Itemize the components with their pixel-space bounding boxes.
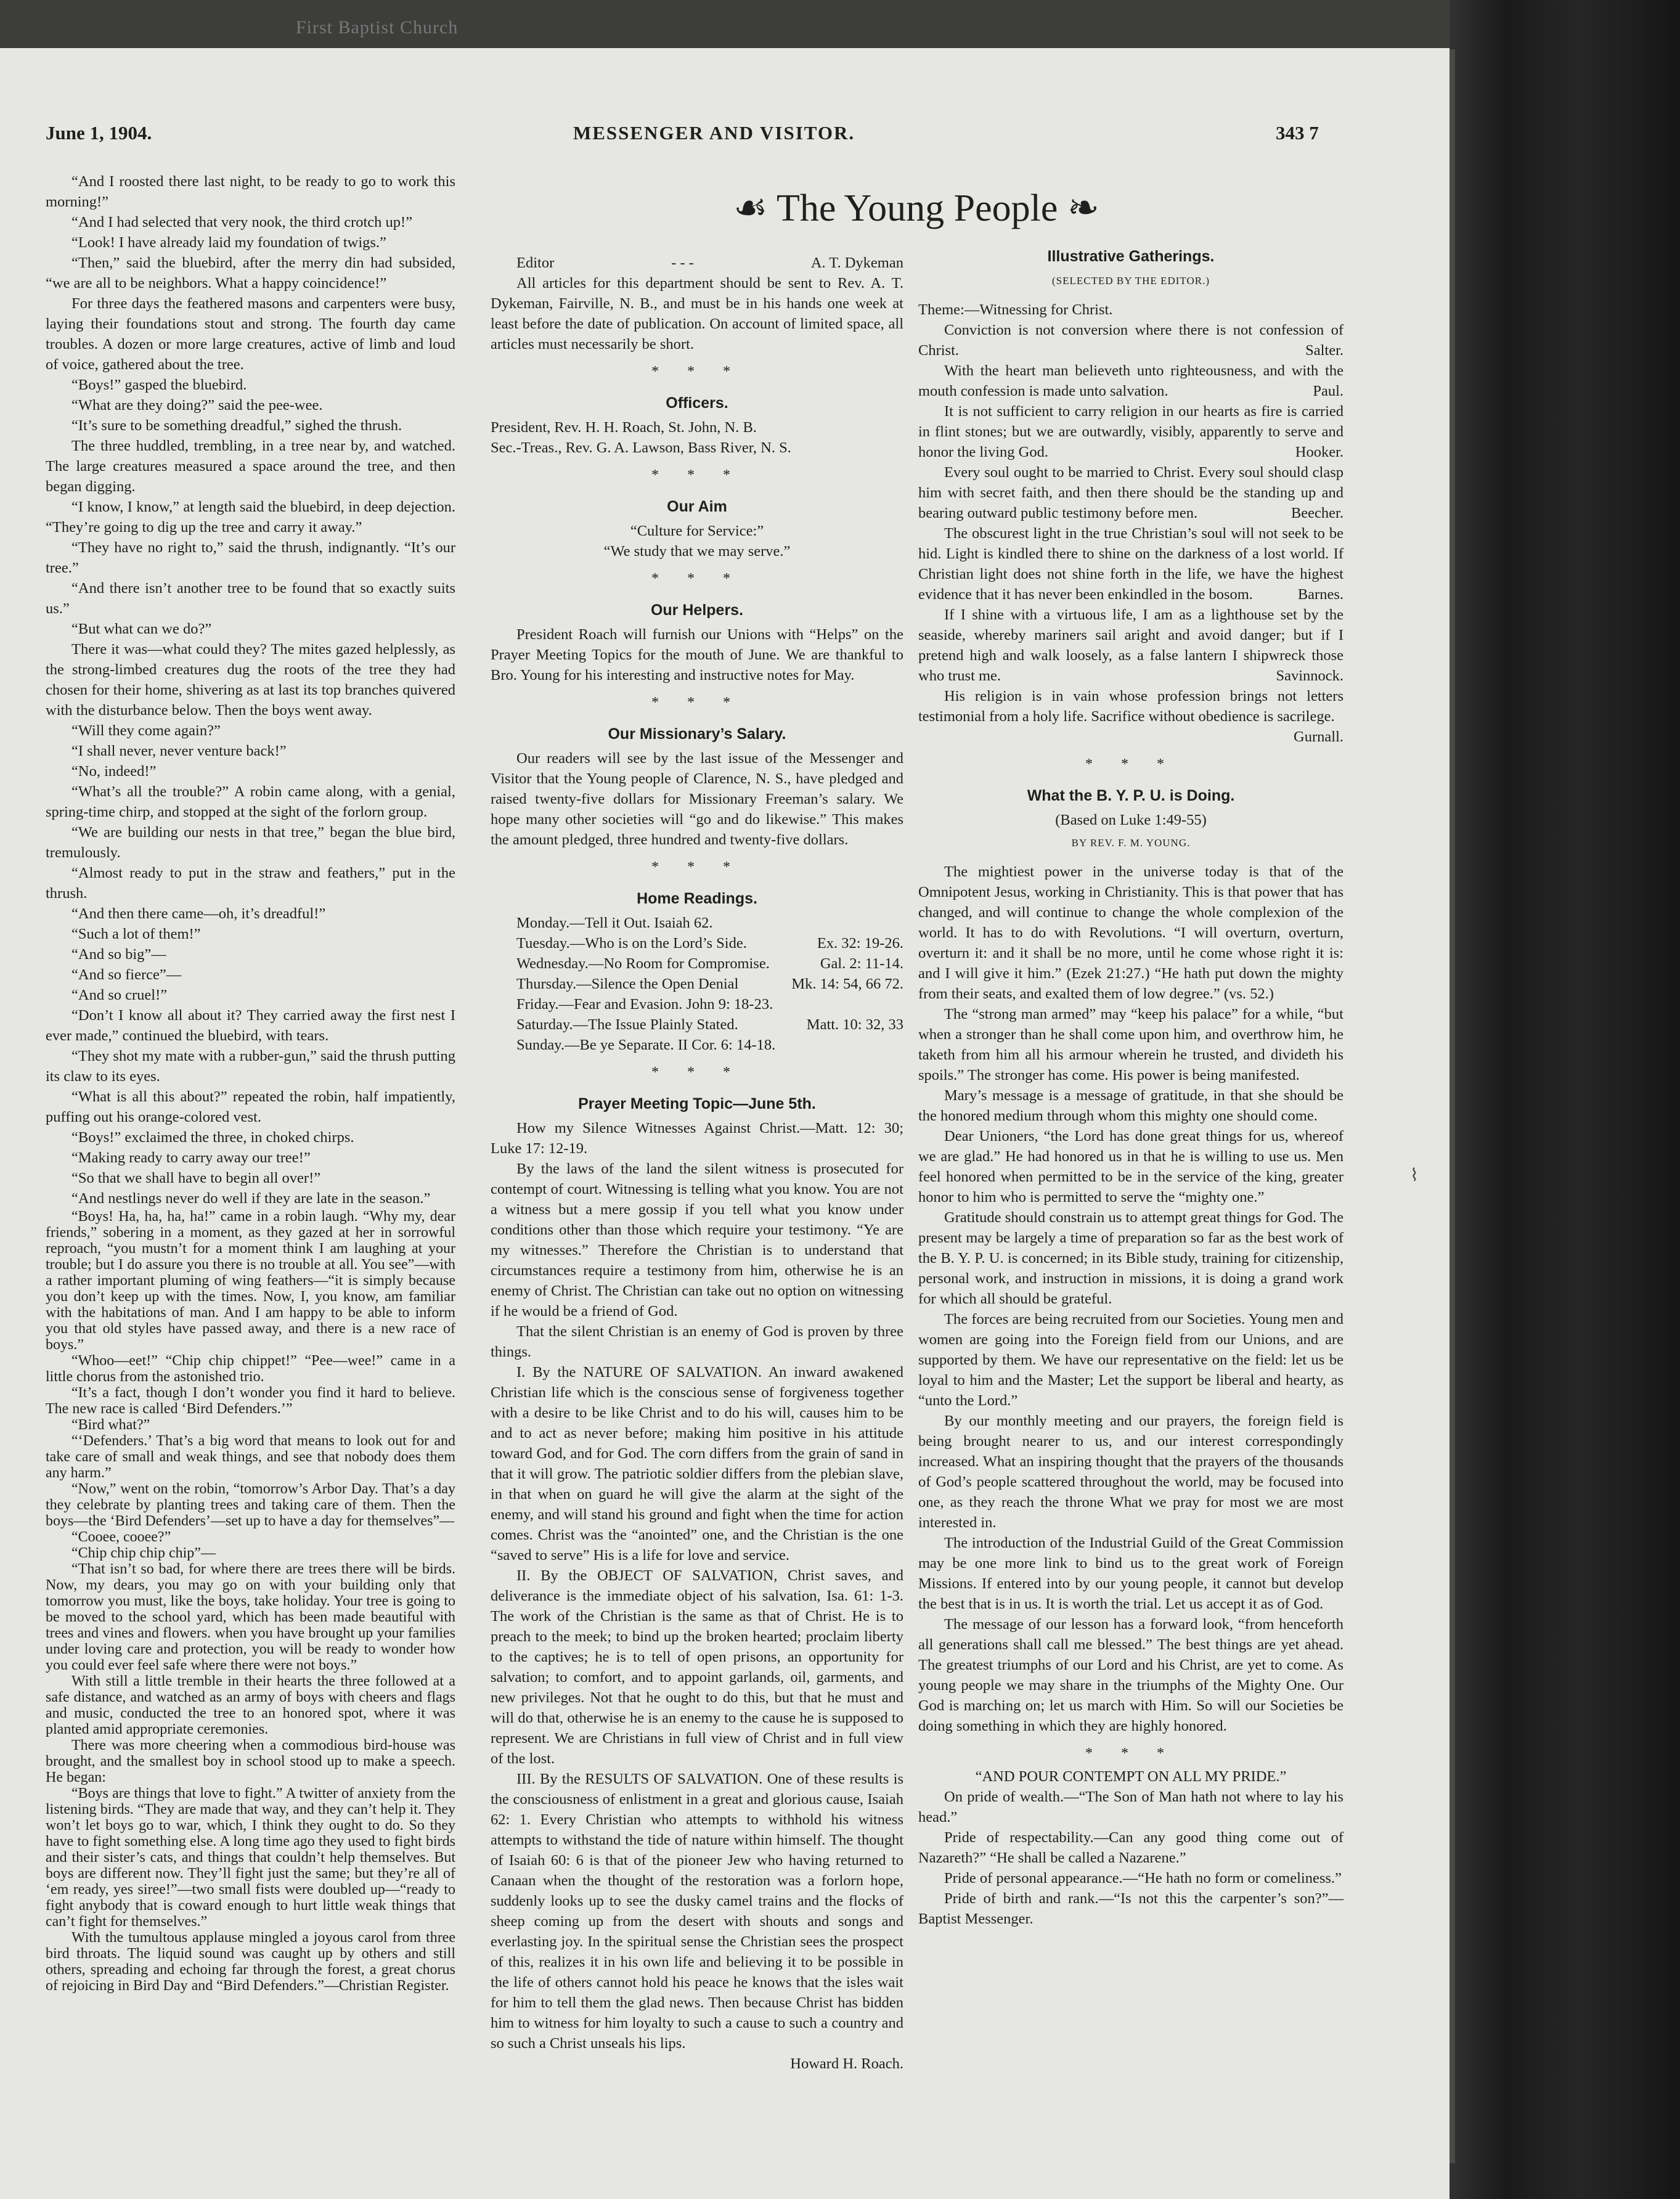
paragraph: “Almost ready to put in the straw and feathers,” put in the thrush. <box>46 865 455 902</box>
story-paragraphs <box>46 171 455 1209</box>
quote-text: If I shine with a virtuous life, I am as a lighthouse set by the seaside, whereby mariners sail aright and avoid danger; but if I pretend high and walk loosely, as a false lantern I shipwreck those who trust me. <box>918 606 1344 684</box>
scan-top-strip <box>0 0 1450 48</box>
officers-heading: Officers. <box>666 394 728 412</box>
page-number: 343 7 <box>1276 122 1319 144</box>
quote-author: Hooker. <box>1295 444 1344 460</box>
byu-byline: BY REV. F. M. YOUNG. <box>1071 837 1191 849</box>
helpers-heading: Our Helpers. <box>650 602 744 619</box>
reading-text: Sunday.—Be ye Separate. II Cor. 6: 14-18. <box>516 1037 776 1053</box>
paragraph: By our monthly meeting and our prayers, the foreign field is being brought nearer to us, and our interest correspondingly increased. What an inspiring thought that the prayers of the thousands of God’s people scattered throughout the world, may be focused into one, as they reach the throne What we pray for most we are most interested in. <box>918 1413 1344 1531</box>
byu-based-on: (Based on Luke 1:49-55) <box>1055 812 1207 828</box>
editor-label: Editor <box>516 255 555 271</box>
reading-reference: Mk. 14: 54, 66 72. <box>791 976 903 992</box>
reading-row <box>491 953 903 974</box>
paragraph: III. By the RESULTS OF SALVATION. One of these results is the consciousness of enlistment in a great and glorious cause, Isaiah 62: 1. Every Christian who attempts to withhold his witness attempts to withstand the tide of nature within himself. The thought of Isaiah 60: 6 is that of the pioneer Jew who having returned to Canaan when the thought of the restoration was a forlorn hope, suddenly looks up to see the dusky camel trains and the flocks of sheep coming up from the desert with shouts and songs and everlasting joy. In the spiritual sense the Christian sees the prospect of this, realizes it in his own life and believing it to be possible in the life of others cannot hold his peace he knows that the isles wait for him to tell them the glad news. Then because Christ has bidden him to witness for him loyalty to such a cause to such a country and so such a Christ unseals his lips. <box>491 1771 903 2052</box>
paragraph: “And so fierce”— <box>71 966 182 983</box>
byu-paragraphs <box>918 862 1344 1736</box>
margin-mark: ⌇ <box>1410 1166 1419 1185</box>
paragraph: “Making ready to carry away our tree!” <box>71 1149 311 1166</box>
pride-heading: “AND POUR CONTEMPT ON ALL MY PRIDE.” <box>975 1768 1287 1785</box>
paragraph: “They have no right to,” said the thrush, indignantly. “It’s our tree.” <box>46 539 455 576</box>
paragraph: “And so big”— <box>71 946 166 963</box>
paragraph: “I know, I know,” at length said the bluebird, in deep dejection. “They’re going to dig up the tree and carry it away.” <box>46 499 455 536</box>
library-stamp: First Baptist Church <box>296 17 459 38</box>
separator-stars: * * * <box>651 695 743 711</box>
separator-stars: * * * <box>651 364 743 380</box>
paragraph: “Boys are things that love to fight.” A twitter of anxiety from the listening birds. “They are made that way, and they can’t help it. They won’t let boys go to war, which, I think they ought to do. So they have to fight something else. A long time ago they used to fight birds and their sister’s cats, and things that couldn’t help themselves. But boys are different now. They’ll fight just the same; but they’re all of ‘em ready, yes siree!”—two small fists were doubled up—“ready to fight anybody that is coward enough to hurt little weak things that can’t fight for themselves.” <box>46 1785 455 1930</box>
paragraph: The introduction of the Industrial Guild of the Great Commission may be one more link to bind us to the great work of Foreign Missions. If entered into by our young people, it cannot but develop the best that is in us. It is worth the trial. Let us accept it as of God. <box>918 1535 1344 1612</box>
issue-date: June 1, 1904. <box>46 122 152 144</box>
paragraph: The message of our lesson has a forward look, “from henceforth all generations shall call me blessed.” The best things are yet ahead. The greatest triumphs of our Lord and his Christ, are yet to come. As young people we may share in the triumphs of the Mighty One. Our God is marching on; let us march with Him. So will our Societies be doing something in which they are highly honored. <box>918 1616 1344 1734</box>
gatherings-subtitle: (SELECTED BY THE EDITOR.) <box>1051 275 1210 287</box>
reading-text: Friday.—Fear and Evasion. John 9: 18-23. <box>516 996 773 1013</box>
quote-text: His religion is in vain whose profession brings not letters testimonial from a holy life. Sacrifice without obedience is sacrilege. <box>918 688 1344 725</box>
officer-secretary: Sec.-Treas., Rev. G. A. Lawson, Bass River, N. S. <box>491 439 791 456</box>
quote-text: Every soul ought to be married to Christ. Every soul should clasp him with secret faith, and then there should be the standing up and bearing outward public testimony before men. <box>918 464 1344 521</box>
helpers-paragraph: President Roach will furnish our Unions with “Helps” on the Prayer Meeting Topics for the mouth of June. We are thankful to Bro. Young for his interesting and instructive notes for May. <box>491 626 903 683</box>
paragraph: “Cooee, cooee?” <box>71 1529 171 1545</box>
reading-row <box>491 1014 903 1035</box>
paragraph: “Will they come again?” <box>71 722 221 739</box>
quote-author: Paul. <box>1313 383 1344 399</box>
quote-author: Gurnall. <box>1294 728 1344 745</box>
quote-paragraph <box>918 462 1344 523</box>
reading-reference: Matt. 10: 32, 33 <box>806 1016 903 1033</box>
separator-stars: * * * <box>651 467 743 483</box>
paragraph: On pride of wealth.—“The Son of Man hath not where to lay his head.” <box>918 1789 1344 1826</box>
paragraph: “It’s sure to be something dreadful,” sighed the thrush. <box>71 417 402 434</box>
reading-row <box>491 994 903 1014</box>
page-edge-shadow <box>1449 49 1455 2163</box>
paragraph: Pride of birth and rank.—“Is not this the carpenter’s son?”—Baptist Messenger. <box>918 1890 1344 1927</box>
reading-row <box>491 1035 903 1055</box>
paragraph: “But what can we do?” <box>71 621 212 637</box>
editor-line <box>491 253 903 273</box>
intro-paragraph: All articles for this department should be sent to Rev. A. T. Dykeman, Fairville, N. B., and must be in his hands one week at least before the date of publication. On account of limited space, all articles must necessarily be short. <box>491 275 903 353</box>
topic-heading: Prayer Meeting Topic—June 5th. <box>578 1095 816 1112</box>
paragraph: “They shot my mate with a rubber-gun,” said the thrush putting its claw to its eyes. <box>46 1048 455 1085</box>
paragraph: “And nestlings never do well if they are late in the season.” <box>71 1190 431 1207</box>
quote-text: It is not sufficient to carry religion in our hearts as fire is carried in flint stones; but we are outwardly, visibly, apparently to serve and honor the living God. <box>918 403 1344 460</box>
quote-paragraph <box>918 401 1344 462</box>
reading-row <box>491 933 903 953</box>
gatherings-heading: Illustrative Gatherings. <box>1047 248 1215 265</box>
quote-author: Beecher. <box>1291 505 1344 521</box>
readings-heading: Home Readings. <box>637 890 757 907</box>
aim-line: “Culture for Service:” <box>630 523 764 539</box>
reading-reference: Gal. 2: 11-14. <box>820 955 903 972</box>
quote-paragraph <box>918 605 1344 686</box>
separator-stars: * * * <box>651 1064 743 1080</box>
separator-stars: * * * <box>1085 756 1176 772</box>
separator-stars: * * * <box>1085 1745 1176 1761</box>
quote-paragraph <box>918 686 1344 745</box>
paragraph: “And I roosted there last night, to be ready to go to work this morning!” <box>46 173 455 210</box>
paragraph: That the silent Christian is an enemy of God is proven by three things. <box>491 1323 903 1360</box>
salary-heading: Our Missionary’s Salary. <box>608 725 786 743</box>
separator-stars: * * * <box>651 859 743 875</box>
paragraph: Dear Unioners, “the Lord has done great things for us, whereof we are glad.” He had honored us in that he is willing to use us. Men feel honored when permitted to be in the service of the king, greater honor to him who is permitted to serve the “mighty one.” <box>918 1128 1344 1206</box>
paragraph: Gratitude should constrain us to attempt great things for God. The present may be largely a time of preparation so far as the best work of the B. Y. P. U. is concerned; in its Bible study, training for citizenship, personal work, and instruction in missions, it is doing a grand work for which all should be grateful. <box>918 1209 1344 1307</box>
paragraph: “‘Defenders.’ That’s a big word that means to look out for and take care of small and weak things, and see that nobody does them any harm.” <box>46 1433 455 1481</box>
paragraph: II. By the OBJECT OF SALVATION, Christ saves, and deliverance is the immediate object of his salvation, Isa. 61: 1-3. The work of the Christian is the same as that of Christ. He is to preach to the meek; to bind up the broken hearted; proclaim liberty to the captives; he is to tell of open prisons, an opportunity for salvation; to comfort, and to appoint garlands, oil, garments, and new privileges. Not that he ought to do this, but that he must and will do that, otherwise he is an enemy to the cause he is supposed to represent. We are Christians in full view of Christ and in full view of the lost. <box>491 1567 903 1767</box>
paragraph: “No, indeed!” <box>71 763 157 780</box>
paragraph: “That isn’t so bad, for where there are trees there will be birds. Now, my dears, you may go on with your building only that tomorrow you must, like the boys, take holiday. Your tree is going to be moved to the school yard, which has been made beautiful with trees and vines and flowers. when you have brought up your families under loving care and protection, you will be ready to wonder how you could ever feel safe where there were not boys.” <box>46 1561 455 1673</box>
quotes-list <box>918 320 1344 747</box>
paragraph: “Chip chip chip chip”— <box>71 1545 216 1561</box>
salary-paragraph: Our readers will see by the last issue of the Messenger and Visitor that the Young people of Clarence, N. S., have pledged and raised twenty-five dollars for Missionary Freeman’s salary. We hope many other societies will “go and do likewise.” This makes the amount pledged, three hundred and twenty-five dollars. <box>491 750 903 848</box>
paragraph: The mightiest power in the universe today is that of the Omnipotent Jesus, working in Christianity. This is that power that has changed, and will continue to change the whole complexion of the world. It has to do with Revolutions. “I will overturn, overturn, overturn it: and it shall be no more, until he come whose right it is: and I will give it him.” (Ezek 21:27.) “He hath put down the mighty from their seats, and exalted them of low degree.” (vs. 52.) <box>918 863 1344 1002</box>
paragraph: “Boys!” exclaimed the three, in choked chirps. <box>71 1129 354 1146</box>
paragraph: “Look! I have already laid my foundation of twigs.” <box>71 234 386 251</box>
paragraph: “And so cruel!” <box>71 987 168 1003</box>
paragraph: There was more cheering when a commodious bird-house was brought, and the smallest boy in school stood up to make a speech. He began: <box>46 1737 455 1785</box>
paragraph: “And I had selected that very nook, the third crotch up!” <box>71 214 413 231</box>
section-title <box>733 185 1099 231</box>
paragraph: “We are building our nests in that tree,” began the blue bird, tremulously. <box>46 824 455 861</box>
reading-text: Wednesday.—No Room for Compromise. <box>516 955 770 972</box>
paragraph: “And then there came—oh, it’s dreadful!” <box>71 905 326 922</box>
paragraph: Pride of respectability.—Can any good thing come out of Nazareth?” “He shall be called a Nazarene.” <box>918 1829 1344 1866</box>
section-title-text: The Young People <box>776 187 1058 229</box>
paragraph: By the laws of the land the silent witness is prosecuted for contempt of court. Witnessing is telling what you know. You are not a witness but a mere gossip if you tell what you know under conditions other than those which require your testimony. “Ye are my witnesses.” Therefore the Christian is to understand that circumstances require a testimony from him, otherwise he is an enemy of Christ. The Christian can take out no option on witnessing if he would be a friend of God. <box>491 1161 903 1320</box>
paragraph: There it was—what could they? The mites gazed helplessly, as the strong-limbed creatures dug the roots of the tree they had chosen for their home, shivering as at last its top branches quivered with the disturbance below. Then the boys went away. <box>46 641 455 719</box>
paragraph: “What are they doing?” said the pee-wee. <box>71 397 323 414</box>
quote-text: The obscurest light in the true Christian’s soul will not seek to be hid. Light is kindled there to shine on the darkness of a lost world. If Christian light does not shine forth in the life, we have the highest evidence that it has never been enkindled in the bosom. <box>918 525 1344 603</box>
fleuron-left-icon: ☙ <box>733 187 777 229</box>
home-readings-list <box>491 913 903 1055</box>
separator-stars: * * * <box>651 571 743 587</box>
column-story <box>46 171 455 1994</box>
story-paragraphs-continued <box>46 1209 455 1994</box>
quote-paragraph <box>918 361 1344 401</box>
paragraph: “Don’t I know all about it? They carried away the first nest I ever made,” continued the bluebird, with tears. <box>46 1007 455 1044</box>
paragraph: “Now,” went on the robin, “tomorrow’s Arbor Day. That’s a day they celebrate by planting trees and taking care of them. Then the boys—the ‘Bird Defenders’—set up to have a day for themselves”— <box>46 1481 455 1529</box>
paragraph: With still a little tremble in their hearts the three followed at a safe distance, and watched as an army of boys with cheers and flags and music, conducted the tree to an honored spot, where it was planted amid appropriate ceremonies. <box>46 1673 455 1737</box>
aim-line: “We study that we may serve.” <box>603 543 791 560</box>
fleuron-right-icon: ❧ <box>1058 187 1099 229</box>
paragraph: “Bird what?” <box>71 1417 150 1433</box>
quote-author: Savinnock. <box>1276 667 1344 684</box>
column-gatherings <box>918 247 1344 1929</box>
paragraph: Pride of personal appearance.—“He hath no form or comeliness.” <box>944 1870 1342 1887</box>
paragraph: “Such a lot of them!” <box>71 926 201 942</box>
reading-text: Monday.—Tell it Out. Isaiah 62. <box>516 915 713 931</box>
paragraph: Mary’s message is a message of gratitude, in that she should be the honored medium through whom this mighty one should come. <box>918 1087 1344 1124</box>
paragraph: “What’s all the trouble?” A robin came along, with a genial, spring-time chirp, and stopped at the sight of the forlorn group. <box>46 783 455 820</box>
paragraph: The forces are being recruited from our Societies. Young men and women are going into the Foreign field from our Unions, and are supported by them. We have our representative on the field: let us be loyal to him and the Master; Let the support be liberal and hearty, as “unto the Lord.” <box>918 1311 1344 1409</box>
quote-author: Salter. <box>1305 342 1344 359</box>
quote-text: Conviction is not conversion where there is not confession of Christ. <box>918 322 1344 359</box>
pride-paragraphs <box>918 1787 1344 1929</box>
quote-text: With the heart man believeth unto righteousness, and with the mouth confession is made unto salvation. <box>918 362 1344 399</box>
topic-paragraphs <box>491 1159 903 2054</box>
reading-row <box>491 974 903 994</box>
paragraph: “So that we shall have to begin all over!” <box>71 1170 321 1186</box>
reading-row <box>491 913 903 933</box>
editor-dashes: - - - <box>671 255 694 271</box>
paragraph: The three huddled, trembling, in a tree near by, and watched. The large creatures measured a space around the tree, and then began digging. <box>46 438 455 495</box>
paragraph: I. By the NATURE OF SALVATION. An inward awakened Christian life which is the conscious sense of forgiveness together with a desire to be like Christ and to do his will, causes him to be and to act as never before; making him positive in his attitude toward God, and for God. The corn differs from the grain of sand in that it will grow. The patriotic soldier differs from the plebian slave, in that when on guard he will give the alarm at the sight of the enemy, and will stand his ground and fight when the time for action comes. Christ was the “anointed” one, and the Christian is the one “saved to serve” His is a life for love and service. <box>491 1364 903 1564</box>
reading-text: Tuesday.—Who is on the Lord’s Side. <box>516 935 747 952</box>
reading-text: Thursday.—Silence the Open Denial <box>516 976 739 992</box>
reading-text: Saturday.—The Issue Plainly Stated. <box>516 1016 738 1033</box>
quote-paragraph <box>918 320 1344 361</box>
author-signature: Howard H. Roach. <box>790 2055 903 2072</box>
quote-author: Barnes. <box>1297 586 1344 603</box>
paragraph: “Boys!” gasped the bluebird. <box>71 377 247 393</box>
quote-paragraph <box>918 523 1344 605</box>
column-young-people <box>491 253 903 2074</box>
officer-president: President, Rev. H. H. Roach, St. John, N. B. <box>491 419 757 436</box>
paragraph: With the tumultous applause mingled a joyous carol from three bird throats. The liquid sound was caught up by others and still others, spreading and echoing far through the forest, a great chorus of rejoicing in Bird Day and “Bird Defenders.”—Christian Register. <box>46 1930 455 1994</box>
paragraph: “Boys! Ha, ha, ha, ha!” came in a robin laugh. “Why my, dear friends,” sobering in a moment, as they gazed at her in sorrowful reproach, “you mustn’t for a moment think I am laughing at your trouble; but I do assure you there is no trouble at all. You see”—with a rather important pluming of wing feathers—“it is simply because you don’t keep up with the times. Now, I, you know, am familiar with the habitations of man. And I am happy to be able to inform you that old styles have passed away, and there is a new race of boys.” <box>46 1209 455 1353</box>
paragraph: “Whoo—eet!” “Chip chip chippet!” “Pee—wee!” came in a little chorus from the astonished trio. <box>46 1353 455 1385</box>
paragraph: “Then,” said the bluebird, after the merry din had subsided, “we are all to be neighbors. What a happy coincidence!” <box>46 255 455 292</box>
topic-subtitle: How my Silence Witnesses Against Christ.—Matt. 12: 30; Luke 17: 12-19. <box>491 1120 903 1157</box>
paragraph: “I shall never, never venture back!” <box>71 743 287 759</box>
reading-reference: Ex. 32: 19-26. <box>817 935 903 952</box>
paragraph: For three days the feathered masons and carpenters were busy, laying their foundations stout and strong. The fourth day came troubles. A dozen or more large creatures, active of limb and loud of voice, gathered about the tree. <box>46 295 455 373</box>
theme-line: Theme:—Witnessing for Christ. <box>918 301 1113 318</box>
paragraph: “What is all this about?” repeated the robin, half impatiently, puffing out his orange-colored vest. <box>46 1088 455 1125</box>
editor-name: A. T. Dykeman <box>810 255 903 271</box>
paragraph: The “strong man armed” may “keep his palace” for a while, “but when a stronger than he shall come upon him, and overthrow him, he taketh from him all his armour wherein he trusted, and divideth his spoils.” The stronger has come. His power is being manifested. <box>918 1006 1344 1083</box>
paragraph: “And there isn’t another tree to be found that so exactly suits us.” <box>46 580 455 617</box>
byu-heading: What the B. Y. P. U. is Doing. <box>1027 787 1235 804</box>
paragraph: “It’s a fact, though I don’t wonder you find it hard to believe. The new race is called ‘Bird Defenders.’” <box>46 1385 455 1417</box>
masthead: MESSENGER AND VISITOR. <box>573 122 855 144</box>
book-spine-edge <box>1430 0 1680 2199</box>
aim-heading: Our Aim <box>667 498 727 515</box>
